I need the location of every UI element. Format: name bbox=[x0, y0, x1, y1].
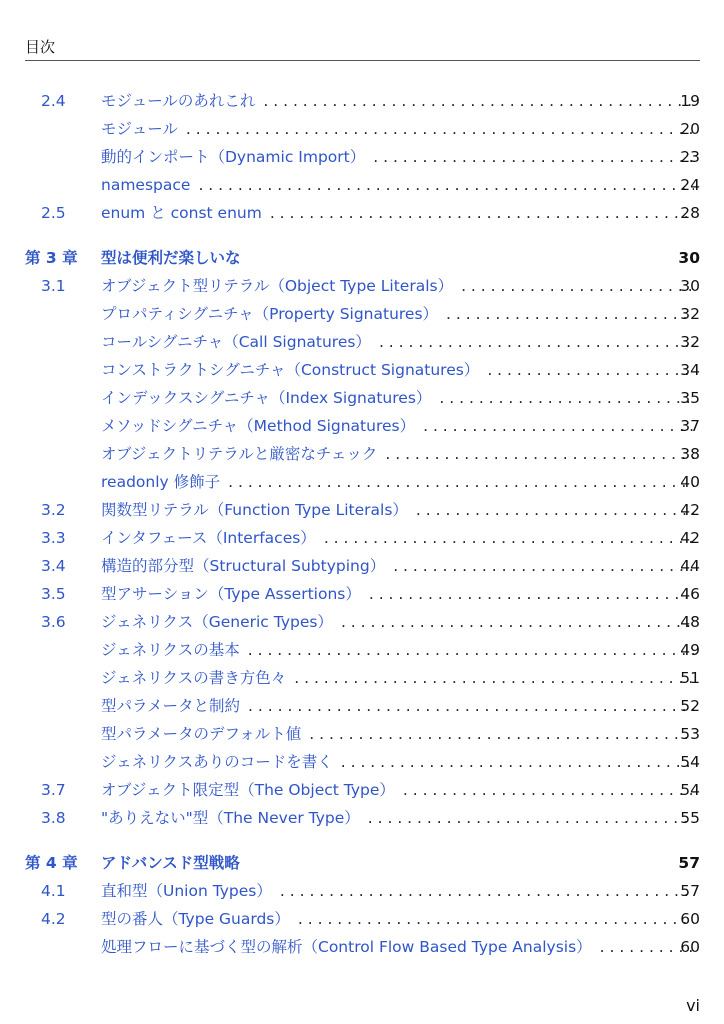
dot-leader bbox=[439, 385, 694, 411]
toc-entry[interactable] bbox=[0, 88, 724, 114]
chapter-number: 第 4 章 bbox=[25, 854, 78, 872]
entry-page-number: 44 bbox=[680, 557, 700, 575]
toc-entry[interactable] bbox=[0, 609, 724, 635]
entry-page-number: 42 bbox=[680, 529, 700, 547]
entry-page-number: 30 bbox=[680, 277, 700, 295]
entry-title-text: プロパティシグニチャ（Property Signatures） bbox=[101, 305, 439, 323]
entry-page-number: 46 bbox=[680, 585, 700, 603]
entry-page-number: 24 bbox=[680, 176, 700, 194]
entry-title-text: オブジェクトリテラルと厳密なチェック bbox=[101, 445, 378, 463]
entry-page-number: 49 bbox=[680, 641, 700, 659]
entry-title-link[interactable] bbox=[101, 609, 694, 635]
entry-title-text: 型の番人（Type Guards） bbox=[101, 910, 290, 928]
dot-leader bbox=[248, 637, 694, 663]
section-number: 3.5 bbox=[41, 585, 66, 603]
entry-page-number: 23 bbox=[680, 148, 700, 166]
entry-page-number: 52 bbox=[680, 697, 700, 715]
entry-title-link[interactable] bbox=[101, 441, 694, 467]
entry-title-link[interactable] bbox=[101, 721, 694, 747]
toc-entry[interactable] bbox=[0, 200, 724, 226]
entry-title-text: readonly 修飾子 bbox=[101, 473, 221, 491]
entry-title-link[interactable] bbox=[101, 878, 694, 904]
dot-leader bbox=[369, 581, 694, 607]
entry-title-link[interactable] bbox=[101, 116, 694, 142]
entry-page-number: 38 bbox=[680, 445, 700, 463]
entry-title-link[interactable] bbox=[101, 245, 694, 271]
section-number: 3.8 bbox=[41, 809, 66, 827]
entry-title-text: オブジェクト限定型（The Object Type） bbox=[101, 781, 395, 799]
dot-leader bbox=[373, 144, 694, 170]
dot-leader bbox=[324, 525, 694, 551]
dot-leader bbox=[379, 329, 694, 355]
page-number: vi bbox=[686, 996, 700, 1015]
entry-title-link[interactable] bbox=[101, 357, 694, 383]
entry-page-number: 28 bbox=[680, 204, 700, 222]
entry-page-number: 57 bbox=[680, 882, 700, 900]
entry-title-text: ジェネリクスの基本 bbox=[101, 641, 240, 659]
entry-title-text: enum と const enum bbox=[101, 204, 262, 222]
entry-page-number: 32 bbox=[680, 305, 700, 323]
entry-title-text: 動的インポート（Dynamic Import） bbox=[101, 148, 366, 166]
entry-title-text: インタフェース（Interfaces） bbox=[101, 529, 316, 547]
dot-leader bbox=[403, 777, 694, 803]
entry-title-text: アドバンスド型戦略 bbox=[101, 854, 240, 872]
entry-page-number: 53 bbox=[680, 725, 700, 743]
dot-leader bbox=[341, 609, 694, 635]
entry-page-number: 48 bbox=[680, 613, 700, 631]
entry-page-number: 55 bbox=[680, 809, 700, 827]
entry-title-text: 型は便利だ楽しいな bbox=[101, 249, 241, 267]
dot-leader bbox=[393, 553, 694, 579]
toc-entry[interactable] bbox=[0, 357, 724, 383]
entry-title-text: 型パラメータと制約 bbox=[101, 697, 241, 715]
entry-title-link[interactable] bbox=[101, 581, 694, 607]
toc-entry[interactable] bbox=[0, 906, 724, 932]
entry-page-number: 40 bbox=[680, 473, 700, 491]
entry-title-text: モジュール bbox=[101, 120, 178, 138]
dot-leader bbox=[270, 200, 694, 226]
dot-leader bbox=[186, 116, 694, 142]
dot-leader bbox=[198, 172, 694, 198]
section-number: 4.1 bbox=[41, 882, 66, 900]
entry-title-text: 型アサーション（Type Assertions） bbox=[101, 585, 361, 603]
entry-title-link[interactable] bbox=[101, 693, 694, 719]
toc-entry[interactable] bbox=[0, 413, 724, 439]
entry-title-link[interactable] bbox=[101, 88, 694, 114]
toc-entry[interactable] bbox=[0, 497, 724, 523]
toc-entry[interactable] bbox=[0, 441, 724, 467]
entry-title-link[interactable] bbox=[101, 469, 694, 495]
entry-title-link[interactable] bbox=[101, 525, 694, 551]
section-number: 3.3 bbox=[41, 529, 66, 547]
dot-leader bbox=[294, 665, 694, 691]
entry-page-number: 19 bbox=[680, 92, 700, 110]
entry-page-number: 42 bbox=[680, 501, 700, 519]
dot-leader bbox=[385, 441, 694, 467]
entry-page-number: 57 bbox=[678, 854, 700, 872]
entry-title-link[interactable] bbox=[101, 850, 694, 876]
toc-chapter-entry[interactable] bbox=[0, 850, 724, 876]
page-header-title: 目次 bbox=[25, 38, 56, 56]
toc-entry[interactable] bbox=[0, 469, 724, 495]
entry-title-link[interactable] bbox=[101, 665, 694, 691]
toc-entry[interactable] bbox=[0, 581, 724, 607]
toc-chapter-entry[interactable] bbox=[0, 245, 724, 271]
entry-title-link[interactable] bbox=[101, 777, 694, 803]
toc-entry[interactable] bbox=[0, 385, 724, 411]
toc-entry[interactable] bbox=[0, 301, 724, 327]
entry-title-text: コールシグニチャ（Call Signatures） bbox=[101, 333, 371, 351]
entry-title-text: インデックスシグニチャ（Index Signatures） bbox=[101, 389, 432, 407]
entry-title-link[interactable] bbox=[101, 172, 694, 198]
dot-leader bbox=[341, 749, 694, 775]
entry-title-link[interactable] bbox=[101, 497, 694, 523]
entry-title-link[interactable] bbox=[101, 273, 694, 299]
entry-title-text: "ありえない"型（The Never Type） bbox=[101, 809, 360, 827]
entry-title-link[interactable] bbox=[101, 413, 694, 439]
entry-title-text: 構造的部分型（Structural Subtyping） bbox=[101, 557, 386, 575]
entry-page-number: 37 bbox=[680, 417, 700, 435]
entry-title-link[interactable] bbox=[101, 553, 694, 579]
dot-leader bbox=[446, 301, 694, 327]
entry-title-link[interactable] bbox=[101, 385, 694, 411]
entry-title-text: オブジェクト型リテラル（Object Type Literals） bbox=[101, 277, 454, 295]
entry-title-link[interactable] bbox=[101, 749, 694, 775]
entry-page-number: 20 bbox=[680, 120, 700, 138]
dot-leader bbox=[423, 413, 694, 439]
entry-title-link[interactable] bbox=[101, 934, 694, 960]
dot-leader bbox=[263, 88, 694, 114]
entry-title-text: メソッドシグニチャ（Method Signatures） bbox=[101, 417, 416, 435]
entry-page-number: 30 bbox=[678, 249, 700, 267]
toc-entry[interactable] bbox=[0, 144, 724, 170]
chapter-number: 第 3 章 bbox=[25, 249, 78, 267]
entry-page-number: 60 bbox=[680, 910, 700, 928]
toc-entry[interactable] bbox=[0, 805, 724, 831]
entry-page-number: 32 bbox=[680, 333, 700, 351]
toc-entry[interactable] bbox=[0, 116, 724, 142]
entry-title-link[interactable] bbox=[101, 805, 694, 831]
entry-title-text: 直和型（Union Types） bbox=[101, 882, 272, 900]
entry-title-text: 関数型リテラル（Function Type Literals） bbox=[101, 501, 408, 519]
entry-title-link[interactable] bbox=[101, 637, 694, 663]
toc-entry[interactable] bbox=[0, 329, 724, 355]
section-number: 4.2 bbox=[41, 910, 66, 928]
dot-leader bbox=[280, 878, 694, 904]
toc-entry[interactable] bbox=[0, 777, 724, 803]
entry-page-number: 54 bbox=[680, 781, 700, 799]
section-number: 3.7 bbox=[41, 781, 66, 799]
entry-title-link[interactable] bbox=[101, 144, 694, 170]
toc-entry[interactable] bbox=[0, 637, 724, 663]
entry-title-link[interactable] bbox=[101, 906, 694, 932]
dot-leader bbox=[248, 693, 694, 719]
entry-title-text: namespace bbox=[101, 176, 191, 194]
entry-title-link[interactable] bbox=[101, 329, 694, 355]
section-number: 3.6 bbox=[41, 613, 66, 631]
entry-title-text: 処理フローに基づく型の解析（Control Flow Based Type Analysis） bbox=[101, 938, 592, 956]
entry-page-number: 34 bbox=[680, 361, 700, 379]
dot-leader bbox=[309, 721, 694, 747]
entry-title-text: 型パラメータのデフォルト値 bbox=[101, 725, 302, 743]
section-number: 3.4 bbox=[41, 557, 66, 575]
toc-entry[interactable] bbox=[0, 525, 724, 551]
entry-page-number: 51 bbox=[680, 669, 700, 687]
section-number: 2.5 bbox=[41, 204, 66, 222]
toc-entry[interactable] bbox=[0, 693, 724, 719]
toc-entry[interactable] bbox=[0, 878, 724, 904]
entry-page-number: 60 bbox=[680, 938, 700, 956]
dot-leader bbox=[368, 805, 694, 831]
toc-entry[interactable] bbox=[0, 721, 724, 747]
entry-title-text: コンストラクトシグニチャ（Construct Signatures） bbox=[101, 361, 480, 379]
entry-page-number: 54 bbox=[680, 753, 700, 771]
toc-entry[interactable] bbox=[0, 172, 724, 198]
toc-entry[interactable] bbox=[0, 749, 724, 775]
entry-title-text: ジェネリクス（Generic Types） bbox=[101, 613, 333, 631]
section-number: 3.2 bbox=[41, 501, 66, 519]
entry-title-text: モジュールのあれこれ bbox=[101, 92, 256, 110]
section-number: 3.1 bbox=[41, 277, 66, 295]
toc-entry[interactable] bbox=[0, 665, 724, 691]
entry-page-number: 35 bbox=[680, 389, 700, 407]
entry-title-text: ジェネリクスありのコードを書く bbox=[101, 753, 333, 771]
dot-leader bbox=[416, 497, 694, 523]
header-rule bbox=[25, 60, 700, 61]
dot-leader bbox=[228, 469, 694, 495]
section-number: 2.4 bbox=[41, 92, 66, 110]
entry-title-text: ジェネリクスの書き方色々 bbox=[101, 669, 287, 687]
entry-title-link[interactable] bbox=[101, 301, 694, 327]
dot-leader bbox=[298, 906, 694, 932]
toc-entry[interactable] bbox=[0, 553, 724, 579]
toc-entry[interactable] bbox=[0, 934, 724, 960]
toc-entry[interactable] bbox=[0, 273, 724, 299]
entry-title-link[interactable] bbox=[101, 200, 694, 226]
